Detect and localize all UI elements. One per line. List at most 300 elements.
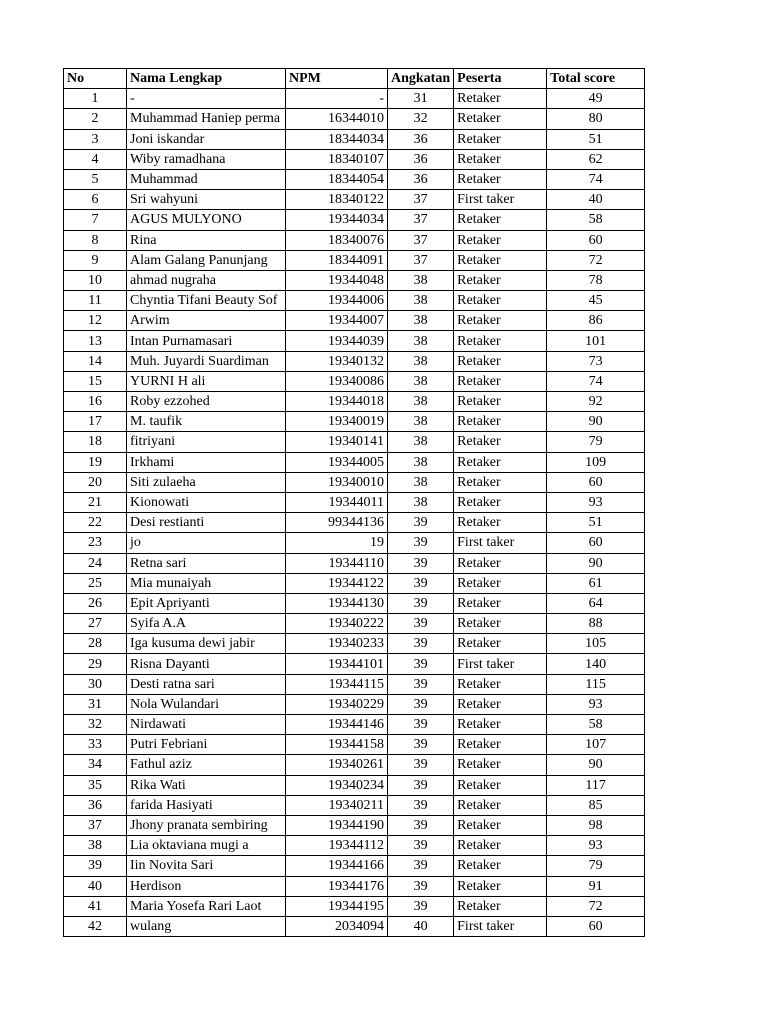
cell-total-score[interactable]: 74 <box>547 371 645 391</box>
cell-npm[interactable]: 19340141 <box>286 432 388 452</box>
cell-peserta[interactable]: Retaker <box>454 513 547 533</box>
table-row <box>64 351 645 371</box>
cell-angkatan[interactable]: 39 <box>388 836 454 856</box>
cell-peserta[interactable]: Retaker <box>454 230 547 250</box>
table-row <box>64 896 645 916</box>
cell-no[interactable]: 31 <box>64 694 127 714</box>
cell-angkatan[interactable]: 38 <box>388 432 454 452</box>
cell-npm[interactable]: 19344006 <box>286 291 388 311</box>
cell-no[interactable]: 30 <box>64 674 127 694</box>
cell-total-score[interactable]: 60 <box>547 533 645 553</box>
cell-peserta[interactable]: Retaker <box>454 735 547 755</box>
cell-nama-lengkap[interactable]: ahmad nugraha <box>127 270 286 290</box>
cell-angkatan[interactable]: 37 <box>388 230 454 250</box>
table-row <box>64 634 645 654</box>
table-row <box>64 715 645 735</box>
cell-nama-lengkap[interactable]: Rina <box>127 230 286 250</box>
cell-nama-lengkap[interactable]: wulang <box>127 916 286 936</box>
cell-peserta[interactable]: Retaker <box>454 452 547 472</box>
table-row <box>64 876 645 896</box>
cell-angkatan[interactable]: 38 <box>388 472 454 492</box>
cell-peserta[interactable]: Retaker <box>454 694 547 714</box>
cell-total-score[interactable]: 90 <box>547 755 645 775</box>
cell-total-score[interactable]: 72 <box>547 250 645 270</box>
cell-nama-lengkap[interactable]: Herdison <box>127 876 286 896</box>
table-row <box>64 694 645 714</box>
cell-nama-lengkap[interactable]: Risna Dayanti <box>127 654 286 674</box>
cell-npm[interactable]: 19344176 <box>286 876 388 896</box>
cell-no[interactable]: 32 <box>64 715 127 735</box>
cell-nama-lengkap[interactable]: Wiby ramadhana <box>127 149 286 169</box>
cell-angkatan[interactable]: 38 <box>388 291 454 311</box>
cell-total-score[interactable]: 73 <box>547 351 645 371</box>
cell-peserta[interactable]: First taker <box>454 533 547 553</box>
cell-no[interactable]: 42 <box>64 916 127 936</box>
cell-angkatan[interactable]: 38 <box>388 492 454 512</box>
cell-total-score[interactable]: 60 <box>547 472 645 492</box>
cell-nama-lengkap[interactable]: Roby ezzohed <box>127 392 286 412</box>
table-row <box>64 109 645 129</box>
cell-angkatan[interactable]: 39 <box>388 876 454 896</box>
cell-peserta[interactable]: Retaker <box>454 634 547 654</box>
table-row <box>64 775 645 795</box>
cell-nama-lengkap[interactable]: Alam Galang Panunjang <box>127 250 286 270</box>
cell-peserta[interactable]: Retaker <box>454 856 547 876</box>
cell-no[interactable]: 15 <box>64 371 127 391</box>
cell-angkatan[interactable]: 38 <box>388 270 454 290</box>
cell-total-score[interactable]: 115 <box>547 674 645 694</box>
cell-no[interactable]: 17 <box>64 412 127 432</box>
cell-angkatan[interactable]: 38 <box>388 412 454 432</box>
cell-nama-lengkap[interactable]: Kionowati <box>127 492 286 512</box>
cell-peserta[interactable]: Retaker <box>454 795 547 815</box>
cell-peserta[interactable]: Retaker <box>454 412 547 432</box>
cell-angkatan[interactable]: 38 <box>388 371 454 391</box>
cell-angkatan[interactable]: 38 <box>388 452 454 472</box>
cell-total-score[interactable]: 117 <box>547 775 645 795</box>
table-row <box>64 149 645 169</box>
cell-peserta[interactable]: Retaker <box>454 331 547 351</box>
cell-nama-lengkap[interactable]: Epit Apriyanti <box>127 593 286 613</box>
cell-npm[interactable]: 19340233 <box>286 634 388 654</box>
cell-total-score[interactable]: 109 <box>547 452 645 472</box>
cell-no[interactable]: 8 <box>64 230 127 250</box>
cell-no[interactable]: 37 <box>64 815 127 835</box>
cell-nama-lengkap[interactable]: Irkhami <box>127 452 286 472</box>
cell-total-score[interactable]: 107 <box>547 735 645 755</box>
cell-nama-lengkap[interactable]: farida Hasiyati <box>127 795 286 815</box>
cell-npm[interactable]: 19340234 <box>286 775 388 795</box>
cell-no[interactable]: 38 <box>64 836 127 856</box>
cell-angkatan[interactable]: 39 <box>388 815 454 835</box>
cell-no[interactable]: 39 <box>64 856 127 876</box>
cell-nama-lengkap[interactable]: Nirdawati <box>127 715 286 735</box>
table-row <box>64 89 645 109</box>
cell-no[interactable]: 19 <box>64 452 127 472</box>
cell-no[interactable]: 4 <box>64 149 127 169</box>
cell-angkatan[interactable]: 39 <box>388 755 454 775</box>
cell-peserta[interactable]: Retaker <box>454 492 547 512</box>
cell-peserta[interactable]: Retaker <box>454 573 547 593</box>
cell-no[interactable]: 28 <box>64 634 127 654</box>
cell-nama-lengkap[interactable]: Putri Febriani <box>127 735 286 755</box>
cell-total-score[interactable]: 78 <box>547 270 645 290</box>
cell-total-score[interactable]: 74 <box>547 169 645 189</box>
cell-npm[interactable]: 19344110 <box>286 553 388 573</box>
cell-npm[interactable]: 18340122 <box>286 190 388 210</box>
cell-npm[interactable]: 19344112 <box>286 836 388 856</box>
cell-total-score[interactable]: 58 <box>547 715 645 735</box>
cell-total-score[interactable]: 93 <box>547 836 645 856</box>
cell-peserta[interactable]: Retaker <box>454 250 547 270</box>
cell-npm[interactable]: 19 <box>286 533 388 553</box>
cell-npm[interactable]: 18344054 <box>286 169 388 189</box>
table-row <box>64 593 645 613</box>
cell-peserta[interactable]: Retaker <box>454 593 547 613</box>
cell-angkatan[interactable]: 37 <box>388 250 454 270</box>
cell-nama-lengkap[interactable]: Muhammad Haniep perma <box>127 109 286 129</box>
cell-npm[interactable]: 19340261 <box>286 755 388 775</box>
cell-total-score[interactable]: 90 <box>547 553 645 573</box>
cell-peserta[interactable]: Retaker <box>454 210 547 230</box>
cell-no[interactable]: 29 <box>64 654 127 674</box>
table-row <box>64 533 645 553</box>
cell-peserta[interactable]: Retaker <box>454 109 547 129</box>
cell-no[interactable]: 18 <box>64 432 127 452</box>
cell-nama-lengkap[interactable]: Retna sari <box>127 553 286 573</box>
cell-nama-lengkap[interactable]: Fathul aziz <box>127 755 286 775</box>
table-row <box>64 291 645 311</box>
cell-peserta[interactable]: Retaker <box>454 169 547 189</box>
cell-npm[interactable]: 19344034 <box>286 210 388 230</box>
cell-npm[interactable]: 16344010 <box>286 109 388 129</box>
table-row <box>64 210 645 230</box>
cell-peserta[interactable]: Retaker <box>454 614 547 634</box>
cell-nama-lengkap[interactable]: Muhammad <box>127 169 286 189</box>
cell-npm[interactable]: 19340010 <box>286 472 388 492</box>
table-row <box>64 492 645 512</box>
cell-peserta[interactable]: First taker <box>454 190 547 210</box>
table-row <box>64 916 645 936</box>
cell-nama-lengkap[interactable]: YURNI H ali <box>127 371 286 391</box>
cell-total-score[interactable]: 93 <box>547 492 645 512</box>
cell-nama-lengkap[interactable]: - <box>127 89 286 109</box>
table-row <box>64 129 645 149</box>
cell-total-score[interactable]: 88 <box>547 614 645 634</box>
cell-no[interactable]: 5 <box>64 169 127 189</box>
cell-peserta[interactable]: Retaker <box>454 775 547 795</box>
cell-npm[interactable]: 19344195 <box>286 896 388 916</box>
cell-no[interactable]: 10 <box>64 270 127 290</box>
cell-angkatan[interactable]: 39 <box>388 533 454 553</box>
table-row <box>64 270 645 290</box>
cell-nama-lengkap[interactable]: Joni iskandar <box>127 129 286 149</box>
cell-nama-lengkap[interactable]: Arwim <box>127 311 286 331</box>
cell-angkatan[interactable]: 39 <box>388 856 454 876</box>
cell-angkatan[interactable]: 38 <box>388 311 454 331</box>
cell-angkatan[interactable]: 38 <box>388 351 454 371</box>
cell-nama-lengkap[interactable]: Iga kusuma dewi jabir <box>127 634 286 654</box>
cell-peserta[interactable]: Retaker <box>454 89 547 109</box>
cell-nama-lengkap[interactable]: Chyntia Tifani Beauty Sof <box>127 291 286 311</box>
cell-total-score[interactable]: 51 <box>547 513 645 533</box>
cell-npm[interactable]: 19344190 <box>286 815 388 835</box>
cell-angkatan[interactable]: 31 <box>388 89 454 109</box>
cell-angkatan[interactable]: 37 <box>388 190 454 210</box>
cell-no[interactable]: 16 <box>64 392 127 412</box>
table-row <box>64 412 645 432</box>
cell-nama-lengkap[interactable]: Muh. Juyardi Suardiman <box>127 351 286 371</box>
cell-peserta[interactable]: Retaker <box>454 876 547 896</box>
cell-npm[interactable]: 18344091 <box>286 250 388 270</box>
cell-peserta[interactable]: Retaker <box>454 472 547 492</box>
table-row <box>64 614 645 634</box>
cell-nama-lengkap[interactable]: Nola Wulandari <box>127 694 286 714</box>
cell-npm[interactable]: 2034094 <box>286 916 388 936</box>
cell-no[interactable]: 35 <box>64 775 127 795</box>
cell-no[interactable]: 3 <box>64 129 127 149</box>
cell-peserta[interactable]: Retaker <box>454 674 547 694</box>
cell-angkatan[interactable]: 39 <box>388 614 454 634</box>
cell-nama-lengkap[interactable]: Intan Purnamasari <box>127 331 286 351</box>
cell-no[interactable]: 12 <box>64 311 127 331</box>
cell-npm[interactable]: 19344115 <box>286 674 388 694</box>
cell-no[interactable]: 24 <box>64 553 127 573</box>
cell-no[interactable]: 13 <box>64 331 127 351</box>
cell-peserta[interactable]: Retaker <box>454 149 547 169</box>
header-no[interactable]: No <box>64 69 127 89</box>
table-row <box>64 452 645 472</box>
cell-angkatan[interactable]: 39 <box>388 553 454 573</box>
cell-no[interactable]: 21 <box>64 492 127 512</box>
cell-peserta[interactable]: Retaker <box>454 432 547 452</box>
cell-npm[interactable]: 19340019 <box>286 412 388 432</box>
cell-total-score[interactable]: 86 <box>547 311 645 331</box>
cell-angkatan[interactable]: 39 <box>388 573 454 593</box>
cell-angkatan[interactable]: 39 <box>388 775 454 795</box>
table-row <box>64 654 645 674</box>
cell-peserta[interactable]: First taker <box>454 654 547 674</box>
cell-nama-lengkap[interactable]: Jhony pranata sembiring <box>127 815 286 835</box>
cell-total-score[interactable]: 40 <box>547 190 645 210</box>
header-angkatan[interactable]: Angkatan <box>388 69 454 89</box>
cell-angkatan[interactable]: 38 <box>388 392 454 412</box>
table-row <box>64 169 645 189</box>
table-row <box>64 432 645 452</box>
cell-nama-lengkap[interactable]: M. taufik <box>127 412 286 432</box>
cell-peserta[interactable]: Retaker <box>454 371 547 391</box>
cell-no[interactable]: 34 <box>64 755 127 775</box>
cell-nama-lengkap[interactable]: Syifa A.A <box>127 614 286 634</box>
cell-nama-lengkap[interactable]: Sri wahyuni <box>127 190 286 210</box>
cell-nama-lengkap[interactable]: Desti ratna sari <box>127 674 286 694</box>
cell-total-score[interactable]: 79 <box>547 856 645 876</box>
cell-peserta[interactable]: Retaker <box>454 836 547 856</box>
cell-peserta[interactable]: Retaker <box>454 351 547 371</box>
cell-peserta[interactable]: Retaker <box>454 291 547 311</box>
cell-total-score[interactable]: 72 <box>547 896 645 916</box>
cell-total-score[interactable]: 90 <box>547 412 645 432</box>
cell-total-score[interactable]: 61 <box>547 573 645 593</box>
cell-npm[interactable]: 19340211 <box>286 795 388 815</box>
cell-peserta[interactable]: First taker <box>454 916 547 936</box>
cell-total-score[interactable]: 58 <box>547 210 645 230</box>
header-total-score[interactable]: Total score <box>547 69 645 89</box>
cell-npm[interactable]: 19344011 <box>286 492 388 512</box>
cell-total-score[interactable]: 80 <box>547 109 645 129</box>
cell-angkatan[interactable]: 39 <box>388 513 454 533</box>
cell-peserta[interactable]: Retaker <box>454 815 547 835</box>
cell-angkatan[interactable]: 39 <box>388 674 454 694</box>
cell-peserta[interactable]: Retaker <box>454 553 547 573</box>
cell-nama-lengkap[interactable]: Mia munaiyah <box>127 573 286 593</box>
cell-no[interactable]: 41 <box>64 896 127 916</box>
cell-nama-lengkap[interactable]: Desi restianti <box>127 513 286 533</box>
cell-no[interactable]: 22 <box>64 513 127 533</box>
cell-nama-lengkap[interactable]: Rika Wati <box>127 775 286 795</box>
cell-angkatan[interactable]: 40 <box>388 916 454 936</box>
cell-npm[interactable]: 19344158 <box>286 735 388 755</box>
cell-no[interactable]: 1 <box>64 89 127 109</box>
header-peserta[interactable]: Peserta <box>454 69 547 89</box>
table-row <box>64 755 645 775</box>
score-table <box>63 68 645 937</box>
table-row <box>64 674 645 694</box>
cell-peserta[interactable]: Retaker <box>454 270 547 290</box>
table-row <box>64 311 645 331</box>
cell-no[interactable]: 11 <box>64 291 127 311</box>
cell-nama-lengkap[interactable]: AGUS MULYONO <box>127 210 286 230</box>
cell-no[interactable]: 27 <box>64 614 127 634</box>
table-row <box>64 553 645 573</box>
table-row <box>64 795 645 815</box>
table-row <box>64 856 645 876</box>
cell-angkatan[interactable]: 39 <box>388 795 454 815</box>
cell-total-score[interactable]: 64 <box>547 593 645 613</box>
cell-npm[interactable]: 19340222 <box>286 614 388 634</box>
cell-peserta[interactable]: Retaker <box>454 755 547 775</box>
cell-nama-lengkap[interactable]: Maria Yosefa Rari Laot <box>127 896 286 916</box>
cell-angkatan[interactable]: 39 <box>388 735 454 755</box>
cell-npm[interactable]: 19344122 <box>286 573 388 593</box>
cell-no[interactable]: 14 <box>64 351 127 371</box>
cell-peserta[interactable]: Retaker <box>454 715 547 735</box>
cell-npm[interactable]: 18344034 <box>286 129 388 149</box>
cell-no[interactable]: 9 <box>64 250 127 270</box>
cell-npm[interactable]: 19344018 <box>286 392 388 412</box>
cell-npm[interactable]: 19340229 <box>286 694 388 714</box>
table-row <box>64 472 645 492</box>
cell-no[interactable]: 40 <box>64 876 127 896</box>
cell-npm[interactable]: 19344005 <box>286 452 388 472</box>
cell-angkatan[interactable]: 37 <box>388 210 454 230</box>
table-body <box>64 89 645 937</box>
cell-total-score[interactable]: 45 <box>547 291 645 311</box>
cell-npm[interactable]: 19344101 <box>286 654 388 674</box>
cell-no[interactable]: 6 <box>64 190 127 210</box>
cell-peserta[interactable]: Retaker <box>454 311 547 331</box>
cell-nama-lengkap[interactable]: Iin Novita Sari <box>127 856 286 876</box>
cell-total-score[interactable]: 140 <box>547 654 645 674</box>
cell-npm[interactable]: 19340086 <box>286 371 388 391</box>
table-row <box>64 371 645 391</box>
cell-total-score[interactable]: 91 <box>547 876 645 896</box>
table-row <box>64 331 645 351</box>
cell-nama-lengkap[interactable]: jo <box>127 533 286 553</box>
cell-npm[interactable]: 18340076 <box>286 230 388 250</box>
cell-angkatan[interactable]: 32 <box>388 109 454 129</box>
cell-angkatan[interactable]: 39 <box>388 715 454 735</box>
cell-total-score[interactable]: 60 <box>547 230 645 250</box>
cell-npm[interactable]: 99344136 <box>286 513 388 533</box>
cell-no[interactable]: 26 <box>64 593 127 613</box>
cell-total-score[interactable]: 101 <box>547 331 645 351</box>
cell-npm[interactable]: - <box>286 89 388 109</box>
cell-total-score[interactable]: 85 <box>547 795 645 815</box>
cell-npm[interactable]: 19344166 <box>286 856 388 876</box>
cell-peserta[interactable]: Retaker <box>454 129 547 149</box>
cell-npm[interactable]: 19340132 <box>286 351 388 371</box>
table-row <box>64 190 645 210</box>
cell-total-score[interactable]: 92 <box>547 392 645 412</box>
score-sheet <box>63 68 645 937</box>
cell-total-score[interactable]: 105 <box>547 634 645 654</box>
cell-npm[interactable]: 19344130 <box>286 593 388 613</box>
cell-no[interactable]: 23 <box>64 533 127 553</box>
table-row <box>64 836 645 856</box>
cell-npm[interactable]: 19344007 <box>286 311 388 331</box>
cell-npm[interactable]: 19344048 <box>286 270 388 290</box>
cell-total-score[interactable]: 51 <box>547 129 645 149</box>
cell-no[interactable]: 2 <box>64 109 127 129</box>
table-row <box>64 392 645 412</box>
table-row <box>64 815 645 835</box>
cell-peserta[interactable]: Retaker <box>454 392 547 412</box>
cell-no[interactable]: 33 <box>64 735 127 755</box>
cell-total-score[interactable]: 62 <box>547 149 645 169</box>
cell-no[interactable]: 36 <box>64 795 127 815</box>
cell-total-score[interactable]: 49 <box>547 89 645 109</box>
cell-no[interactable]: 20 <box>64 472 127 492</box>
table-row <box>64 573 645 593</box>
cell-total-score[interactable]: 79 <box>547 432 645 452</box>
cell-angkatan[interactable]: 36 <box>388 149 454 169</box>
cell-nama-lengkap[interactable]: Siti zulaeha <box>127 472 286 492</box>
cell-angkatan[interactable]: 36 <box>388 129 454 149</box>
cell-npm[interactable]: 18340107 <box>286 149 388 169</box>
table-row <box>64 513 645 533</box>
cell-angkatan[interactable]: 39 <box>388 694 454 714</box>
header-nama-lengkap[interactable]: Nama Lengkap <box>127 69 286 89</box>
cell-angkatan[interactable]: 39 <box>388 654 454 674</box>
cell-total-score[interactable]: 98 <box>547 815 645 835</box>
header-npm[interactable]: NPM <box>286 69 388 89</box>
cell-peserta[interactable]: Retaker <box>454 896 547 916</box>
cell-nama-lengkap[interactable]: Lia oktaviana mugi a <box>127 836 286 856</box>
cell-no[interactable]: 25 <box>64 573 127 593</box>
cell-angkatan[interactable]: 39 <box>388 896 454 916</box>
cell-total-score[interactable]: 93 <box>547 694 645 714</box>
cell-npm[interactable]: 19344146 <box>286 715 388 735</box>
cell-no[interactable]: 7 <box>64 210 127 230</box>
cell-npm[interactable]: 19344039 <box>286 331 388 351</box>
cell-angkatan[interactable]: 39 <box>388 593 454 613</box>
cell-angkatan[interactable]: 39 <box>388 634 454 654</box>
cell-angkatan[interactable]: 38 <box>388 331 454 351</box>
cell-total-score[interactable]: 60 <box>547 916 645 936</box>
cell-nama-lengkap[interactable]: fitriyani <box>127 432 286 452</box>
cell-angkatan[interactable]: 36 <box>388 169 454 189</box>
